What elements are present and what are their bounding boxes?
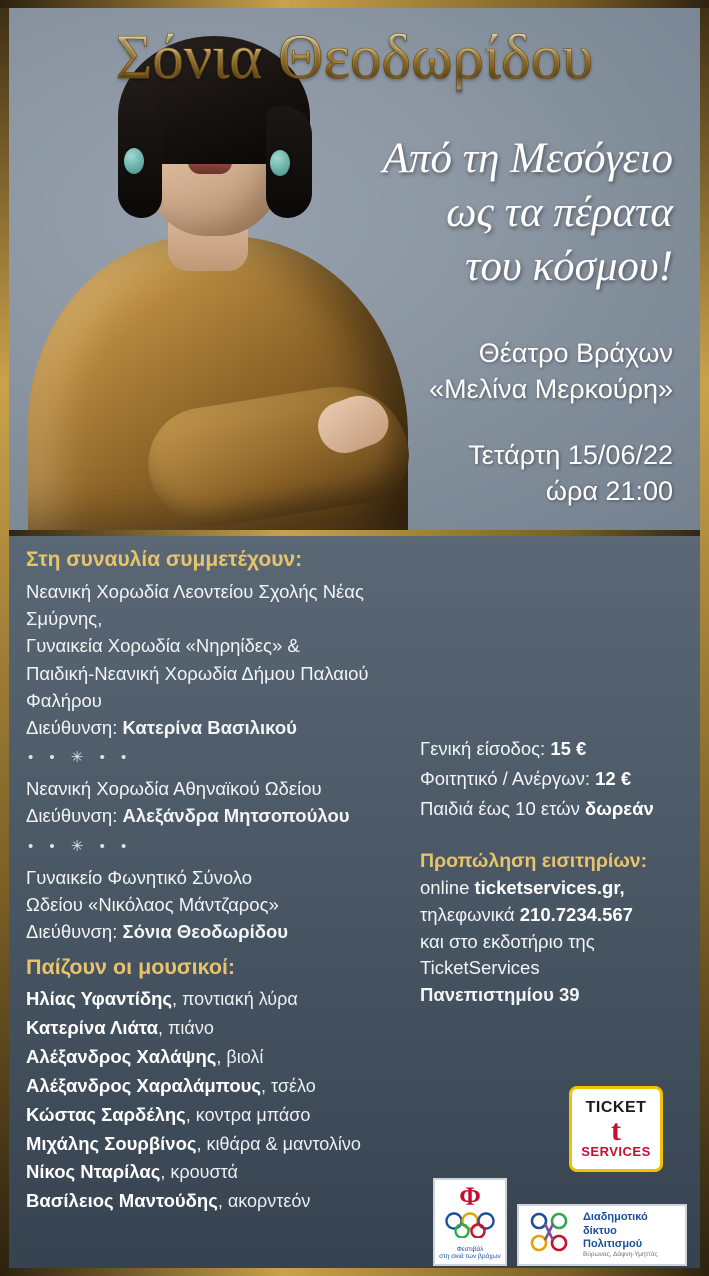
choir-3-director-row [26, 918, 416, 945]
border-left [0, 0, 9, 1276]
price-label: Παιδιά έως 10 ετών [420, 797, 586, 819]
venue-block [293, 335, 673, 408]
musician-row [26, 985, 416, 1014]
festival-logo [433, 1178, 507, 1266]
choir-2-director-name: Αλεξάνδρα Μητσοπούλου [122, 805, 350, 827]
choir-3-director-label: Διεύθυνση: [26, 920, 123, 942]
musician-name: Κατερίνα Λιάτα [26, 1016, 159, 1038]
musician-instrument: , βιολί [216, 1046, 264, 1067]
musician-row [26, 1187, 416, 1216]
price-row [420, 734, 682, 764]
festival-logo-rings-icon [443, 1212, 497, 1243]
cultural-network-title: Διαδημοτικό δίκτυο Πολιτισμού [583, 1211, 648, 1250]
choir-3-line-1: Γυναικείο Φωνητικό Σύνολο [26, 866, 253, 888]
musician-name: Αλέξανδρος Χαλάψης [26, 1045, 217, 1067]
subtitle-line-2: ως τα πέρατα [446, 188, 673, 236]
border-top [0, 0, 709, 8]
choir-2-director-label: Διεύθυνση: [26, 805, 123, 827]
poster-bottom-section [0, 536, 709, 1276]
datetime-block [293, 437, 673, 510]
musician-instrument: , τσέλο [261, 1075, 316, 1096]
presale-website[interactable]: ticketservices.gr, [474, 876, 625, 898]
musician-instrument: , κιθάρα & μαντολίνο [196, 1133, 361, 1154]
presale-phone-number[interactable]: 210.7234.567 [519, 903, 633, 925]
poster-top-section [0, 0, 709, 536]
choir-3-director-name: Σόνια Θεοδωρίδου [122, 920, 289, 942]
choir-1-line-2: Γυναικεία Χορωδία «Νηρηίδες» & [26, 635, 300, 657]
choir-3-line-2: Ωδείου «Νικόλαος Μάντζαρος» [26, 893, 279, 915]
price-label: Φοιτητικό / Ανέργων: [420, 767, 596, 789]
separator-1: • • ✳ • • [28, 749, 133, 767]
presale-office-line-2: TicketServices [420, 957, 540, 979]
ticketservices-logo-bottom: SERVICES [581, 1144, 651, 1159]
subtitle-line-3: του κόσμου! [465, 242, 673, 290]
choir-1-director-row [26, 714, 416, 741]
artist-name: Σόνια Θεοδωρίδου [0, 26, 709, 89]
cultural-network-logo [517, 1204, 687, 1266]
musician-instrument: , πιάνο [158, 1017, 214, 1038]
price-value: 12 € [595, 767, 632, 789]
cultural-network-mark-icon [525, 1210, 577, 1261]
musician-instrument: , ποντιακή λύρα [172, 989, 298, 1010]
logos-area [433, 1086, 693, 1266]
ticketservices-logo-letter: t [611, 1114, 621, 1147]
border-bottom [0, 1268, 709, 1276]
festival-logo-caption: Φεστιβάλ στη σκιά των βράχων [439, 1246, 501, 1261]
musician-row [26, 1043, 416, 1072]
border-right [700, 0, 709, 1276]
musician-name: Μιχάλης Σουρβίνος [26, 1132, 197, 1154]
choir-2-line-1: Νεανική Χορωδία Αθηναϊκού Ωδείου [26, 778, 322, 800]
choir-1-director-name: Κατερίνα Βασιλικού [122, 716, 297, 738]
participants-column [26, 548, 416, 1216]
price-row [420, 764, 682, 794]
prices-block [420, 734, 682, 824]
musician-instrument: , ακορντεόν [217, 1191, 311, 1212]
tickets-column [420, 734, 682, 1009]
choir-group-2 [26, 775, 416, 829]
price-value: δωρεάν [585, 797, 654, 819]
date-line: Τετάρτη 15/06/22 [468, 440, 673, 470]
cultural-network-subtitle: Βύρωνας, Δάφνη-Υμηττός [583, 1250, 658, 1258]
price-label: Γενική είσοδος: [420, 738, 551, 759]
musician-row [26, 1072, 416, 1101]
choir-1-line-3: Παιδική-Νεανική Χορωδία Δήμου Παλαιού Φαλήρου [26, 662, 369, 711]
choir-2-director-row [26, 802, 416, 829]
musician-name: Νίκος Νταρίλας [26, 1161, 161, 1183]
portrait-earring-left [124, 148, 144, 174]
musician-row [26, 1130, 416, 1159]
musician-row [26, 1158, 416, 1187]
separator-2: • • ✳ • • [28, 837, 133, 855]
festival-logo-letter: Φ [459, 1182, 481, 1211]
time-line: ώρα 21:00 [545, 476, 673, 507]
ticketservices-logo-top: TICKET [585, 1099, 647, 1116]
subtitle-line-1: Από τη Μεσόγειο [382, 135, 673, 182]
choir-1-director-label: Διεύθυνση: [26, 716, 123, 738]
musician-instrument: , κρουστά [160, 1162, 238, 1183]
musician-row [26, 1101, 416, 1130]
presale-office-line-1: και στο εκδοτήριο της [420, 930, 595, 952]
presale-phone-row [420, 902, 682, 929]
musician-row [26, 1014, 416, 1043]
ticketservices-logo [569, 1086, 663, 1172]
choir-group-1 [26, 578, 416, 741]
presale-phone-label: τηλεφωνικά [420, 903, 520, 925]
presale-online-label: online [420, 876, 475, 898]
choir-group-3 [26, 864, 416, 946]
presale-block [420, 875, 682, 1009]
musician-name: Βασίλειος Μαντούδης [26, 1190, 218, 1212]
price-value: 15 € [550, 738, 587, 759]
musician-name: Αλέξανδρος Χαραλάμπους [26, 1074, 262, 1096]
presale-online-row [420, 875, 682, 902]
venue-line-1: Θέατρο Βράχων [478, 338, 673, 368]
musicians-heading: Παίζουν οι μουσικοί: [26, 955, 236, 980]
musician-instrument: , κοντρα μπάσο [185, 1104, 311, 1125]
participants-heading: Στη συναυλία συμμετέχουν: [26, 548, 303, 571]
presale-heading: Προπώληση εισιτηρίων: [420, 849, 648, 872]
concert-subtitle [253, 132, 673, 293]
musician-name: Ηλίας Υφαντίδης [26, 988, 172, 1010]
venue-line-2: «Μελίνα Μερκούρη» [429, 374, 673, 405]
price-row [420, 794, 682, 824]
musician-name: Κώστας Σαρδέλης [26, 1103, 186, 1125]
choir-1-line-1: Νεανική Χορωδία Λεοντείου Σχολής Νέας Σμύρνης, [26, 581, 364, 630]
presale-address: Πανεπιστημίου 39 [420, 984, 580, 1006]
musicians-list [26, 985, 416, 1216]
